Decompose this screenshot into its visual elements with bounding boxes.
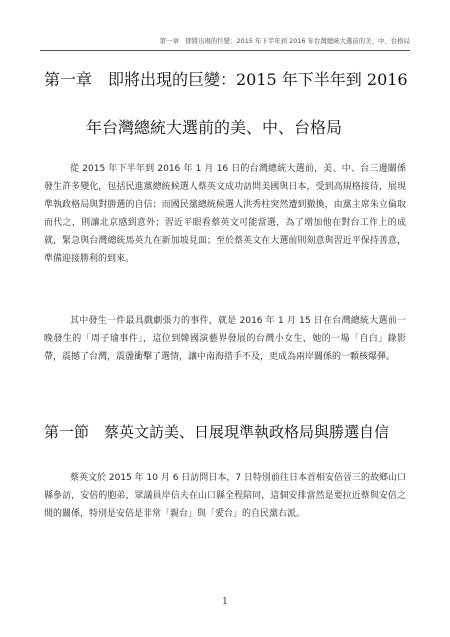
section-title: 第一節 蔡英文訪美、日展現準執政格局與勝選自信 — [44, 423, 390, 441]
body-paragraph-3: 蔡英文於 2015 年 10 月 6 日訪問日本，7 日特別前往日本首相安倍晉三的故鄉山口縣參訪，安倍的胞弟，眾議員岸信夫在山口縣全程陪同，這個安排當然是要拉近蔡與安倍之間的關係，特別是安倍是非常「親台」與「愛台」的自民黨右派。 — [44, 473, 406, 519]
page-number: 1 — [222, 597, 228, 607]
chapter-title-line-2: 年台灣總統大選前的美、中、台格局 — [86, 118, 343, 137]
running-header: 第一章 即將出現的巨變：2015 年下半年到 2016 年台灣總統大選前的美、中、台格局 — [159, 38, 410, 45]
header-rule — [40, 50, 410, 51]
body-paragraph-1: 從 2015 年下半年到 2016 年 1 月 16 日的台灣總統大選前，美、中、台三邊關係發生許多變化，包括民進黨總統候選人蔡英文成功訪問美國與日本，受到高規格接待，展現準執政格局與對勝選的自信；而國民黨總統候選人洪秀柱突然遭到撤換，由黨主席朱立倫取而代之，則讓北京感到意外；習近平眼看蔡英文可能當選，為了增加他在對台工作上的成就，緊急與台灣總統馬英九在新加坡見面；至於蔡英文在大選前則刻意與習近平保持善意，準備迎接勝利的到來。 — [44, 164, 406, 264]
chapter-title-line-1: 第一章 即將出現的巨變：2015 年下半年到 2016 — [44, 70, 408, 89]
body-paragraph-2: 其中發生一件最具戲劇張力的事件，就是 2016 年 1 月 15 日在台灣總統大選前一晚發生的「周子瑜事件」，這位到韓國演藝界發展的台灣小女生，她的一場「自白」錄影帶，震撼了台灣，震盪衝擊了選情，讓中南海措手不及，更成為兩岸關係的一顆核爆彈。 — [44, 316, 406, 362]
